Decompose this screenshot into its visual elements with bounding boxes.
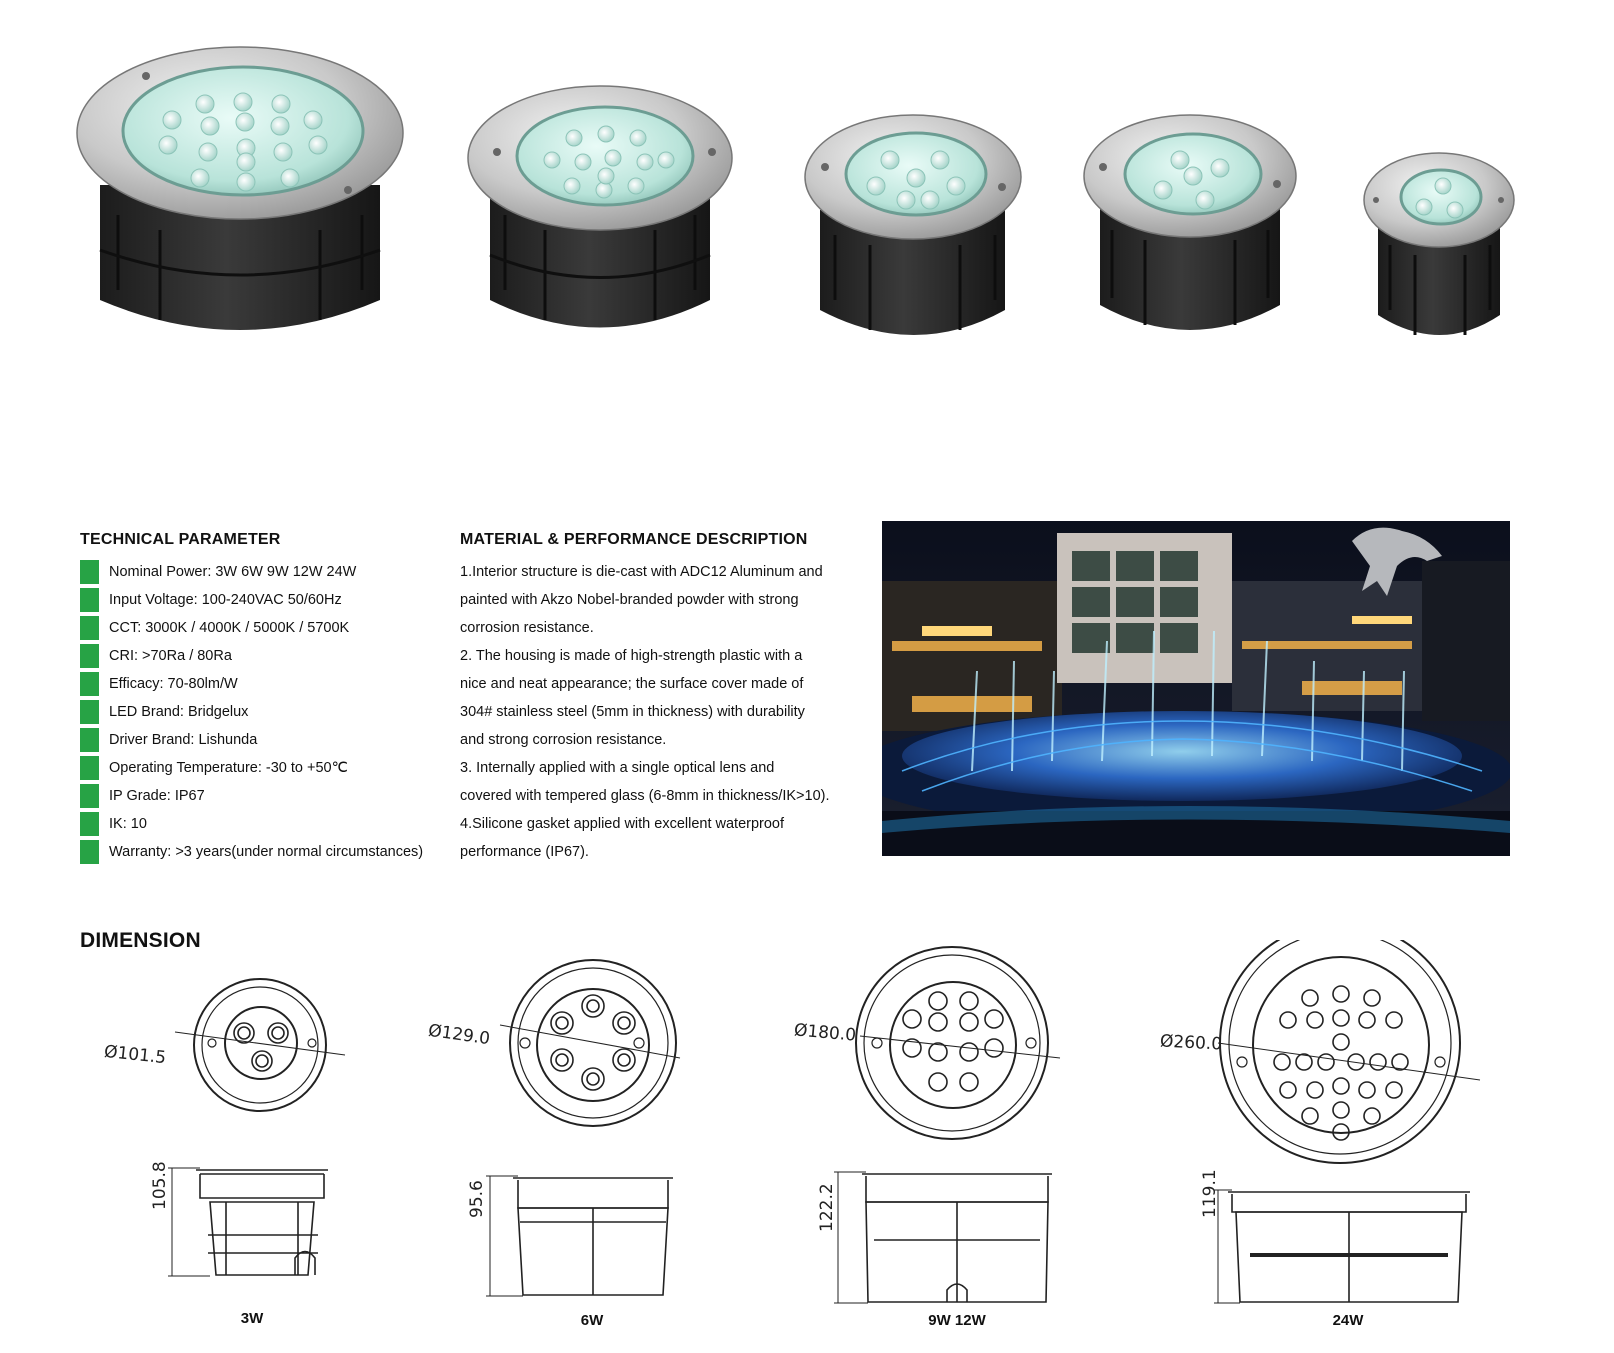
description-line: covered with tempered glass (6-8mm in thickness/IK>10).	[460, 788, 830, 804]
description-line: nice and neat appearance; the surface cover made of	[460, 676, 804, 692]
green-bullet	[80, 644, 99, 668]
param-text: Operating Temperature: -30 to +50℃	[109, 760, 348, 776]
material-description-heading: MATERIAL & PERFORMANCE DESCRIPTION	[460, 531, 808, 548]
param-text: CRI: >70Ra / 80Ra	[109, 648, 232, 664]
param-row	[80, 616, 349, 640]
param-text: CCT: 3000K / 4000K / 5000K / 5700K	[109, 620, 350, 636]
param-text: Warranty: >3 years(under normal circumstances)	[109, 844, 424, 860]
green-bullet	[80, 588, 99, 612]
diameter-label-9w12w: Ø180.0	[793, 1020, 857, 1046]
height-label-6w: 95.6	[467, 1180, 487, 1218]
param-row	[80, 840, 423, 864]
model-label-3w: 3W	[240, 1310, 264, 1327]
description-line: 2. The housing is made of high-strength plastic with a	[460, 648, 803, 664]
param-row	[80, 588, 342, 612]
param-row	[80, 756, 348, 780]
description-line: 4.Silicone gasket applied with excellent waterproof	[460, 816, 785, 832]
dimension-drawings	[0, 940, 1614, 1340]
drawing-3w-side	[168, 1168, 328, 1276]
product-photo-24w	[77, 47, 403, 330]
param-text: LED Brand: Bridgelux	[109, 704, 249, 720]
green-bullet	[80, 812, 99, 836]
green-bullet	[80, 616, 99, 640]
param-text: Efficacy: 70-80lm/W	[109, 676, 238, 692]
product-photo-9w	[805, 115, 1021, 335]
description-line: and strong corrosion resistance.	[460, 732, 667, 748]
height-label-9w12w: 122.2	[817, 1183, 837, 1232]
drawing-9w12w-side	[834, 1172, 1052, 1303]
param-text: IP Grade: IP67	[109, 788, 205, 804]
dimension-heading: DIMENSION	[80, 929, 201, 952]
green-bullet	[80, 756, 99, 780]
description-line: 3. Internally applied with a single optical lens and	[460, 760, 775, 776]
param-row	[80, 728, 257, 752]
drawing-9w12w-top	[856, 947, 1060, 1139]
param-row	[80, 784, 205, 808]
green-bullet	[80, 840, 99, 864]
param-row	[80, 560, 356, 584]
param-text: IK: 10	[109, 816, 147, 832]
green-bullet	[80, 700, 99, 724]
model-label-24w: 24W	[1332, 1312, 1364, 1329]
green-bullet	[80, 672, 99, 696]
green-bullet	[80, 560, 99, 584]
diameter-label-3w: Ø101.5	[103, 1041, 167, 1069]
height-label-3w: 105.8	[150, 1161, 170, 1210]
application-photo	[882, 521, 1510, 856]
param-text: Driver Brand: Lishunda	[109, 732, 258, 748]
param-row	[80, 644, 232, 668]
description-line: painted with Akzo Nobel-branded powder with strong	[460, 592, 799, 608]
description-line: 304# stainless steel (5mm in thickness) with durability	[460, 704, 805, 720]
description-line: performance (IP67).	[460, 844, 589, 860]
diameter-label-6w: Ø129.0	[426, 1020, 492, 1050]
green-bullet	[80, 728, 99, 752]
product-photo-12w	[468, 86, 732, 328]
model-label-6w: 6W	[580, 1312, 604, 1329]
height-label-24w: 119.1	[1200, 1169, 1220, 1218]
param-text: Nominal Power: 3W 6W 9W 12W 24W	[109, 564, 357, 580]
param-row	[80, 700, 248, 724]
drawing-24w-top	[1218, 940, 1480, 1163]
param-row	[80, 672, 238, 696]
drawing-3w-top	[175, 979, 345, 1111]
diameter-label-24w: Ø260.0	[1159, 1031, 1223, 1055]
drawing-6w-side	[486, 1176, 673, 1296]
green-bullet	[80, 784, 99, 808]
drawing-24w-side	[1214, 1190, 1470, 1303]
drawing-6w-top	[500, 960, 680, 1126]
model-label-9w12w: 9W 12W	[928, 1312, 986, 1329]
product-photo-6w	[1084, 115, 1296, 330]
description-line: 1.Interior structure is die-cast with ADC12 Aluminum and	[460, 564, 823, 580]
param-row	[80, 812, 147, 836]
product-photos	[0, 0, 1614, 360]
technical-parameter-heading: TECHNICAL PARAMETER	[80, 531, 281, 548]
description-line: corrosion resistance.	[460, 620, 594, 636]
param-text: Input Voltage: 100-240VAC 50/60Hz	[109, 592, 342, 608]
product-photo-3w	[1364, 153, 1514, 335]
